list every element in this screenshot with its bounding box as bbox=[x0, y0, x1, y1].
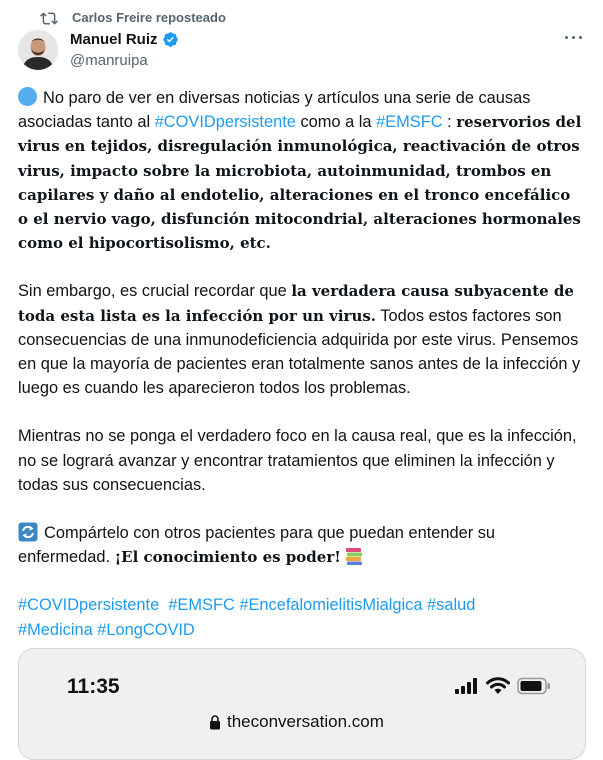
lock-icon bbox=[209, 715, 221, 730]
hashtag-link[interactable]: #EMSFC bbox=[168, 596, 235, 615]
phone-status-icons bbox=[455, 677, 551, 695]
phone-status-time: 11:35 bbox=[67, 675, 120, 698]
repeat-button-emoji-icon bbox=[18, 522, 38, 542]
cellular-signal-icon bbox=[455, 678, 479, 694]
tweet-paragraph-2: Sin embargo, es crucial recordar que la verdadera causa subyacente de toda esta lista es la infección por un virus. Todos estos factores son consecuencias de una inmunodeficiencia adquirida por este virus. Pensemos en que la mayoría de pacientes eran totalmente sanos antes de la infección y luego es cuando les aparecieron todos los problemas. bbox=[18, 282, 581, 398]
hashtag-link[interactable]: #EMSFC bbox=[376, 113, 443, 132]
battery-icon bbox=[517, 677, 551, 695]
avatar-photo bbox=[18, 30, 58, 70]
hashtag-link[interactable]: #EncefalomielitisMialgica bbox=[239, 596, 423, 615]
hashtag-link[interactable]: #COVIDpersistente bbox=[18, 596, 160, 615]
repost-text: Carlos Freire reposteado bbox=[72, 9, 226, 25]
tweet-paragraph-1: No paro de ver en diversas noticias y artículos una serie de causas asociadas tanto al #COVIDpersistente como a la #EMSFC : reservorios del virus en tejidos, disregulación inmunológica, reactivación de otros virus, impacto sobre la microbiota, autoinmunidad, trombos en capilares y daño al endotelio, alteraciones en el tronco encefálico o el nervio vago, disfunción mitocondrial, alteraciones hormonales como el hipocortisolismo, etc. bbox=[18, 89, 582, 253]
address-bar bbox=[209, 712, 384, 732]
tweet-text bbox=[18, 86, 584, 642]
author-name[interactable]: Manuel Ruiz bbox=[70, 31, 158, 48]
hashtag-list bbox=[18, 593, 584, 641]
avatar[interactable] bbox=[18, 30, 58, 70]
hashtag-link[interactable]: #Medicina bbox=[18, 620, 93, 639]
address-url: theconversation.com bbox=[227, 712, 384, 731]
attached-image[interactable] bbox=[18, 648, 586, 760]
blue-circle-emoji-icon bbox=[18, 87, 37, 106]
verified-badge-icon bbox=[162, 31, 179, 48]
wifi-icon bbox=[485, 677, 511, 695]
more-options-icon[interactable] bbox=[565, 36, 583, 42]
tweet-paragraph-3: Mientras no se ponga el verdadero foco en la causa real, que es la infección, no se logrará avanzar y encontrar tratamientos que eliminen la infección y todas sus consecuencias. bbox=[18, 427, 577, 494]
hashtag-link[interactable]: #LongCOVID bbox=[97, 620, 195, 639]
hashtag-link[interactable]: #COVIDpersistente bbox=[154, 113, 296, 132]
hashtag-link[interactable]: #salud bbox=[427, 596, 476, 615]
author-handle[interactable]: @manruipa bbox=[70, 52, 148, 69]
repost-header[interactable] bbox=[40, 9, 226, 25]
repost-icon bbox=[40, 9, 58, 25]
tweet-paragraph-4: Compártelo con otros pacientes para que puedan entender su enfermedad. ¡El conocimiento es poder! bbox=[18, 524, 496, 567]
books-emoji-icon bbox=[344, 546, 364, 566]
